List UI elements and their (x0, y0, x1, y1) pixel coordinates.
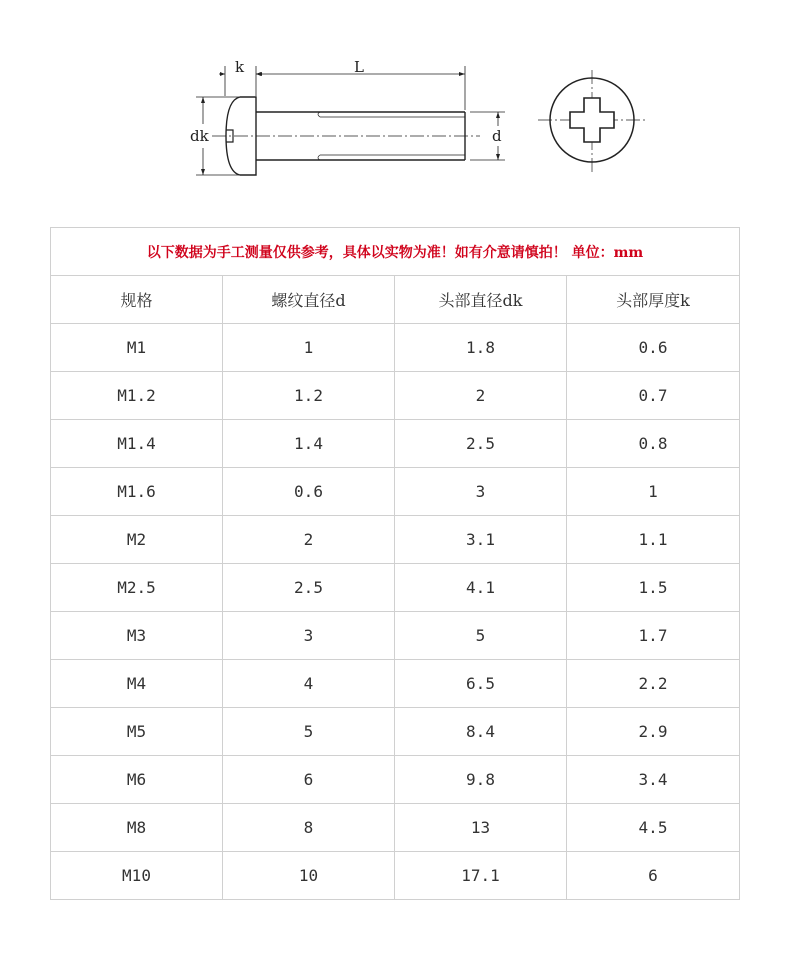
cell-spec: M1.2 (51, 372, 223, 420)
cell-spec: M6 (51, 756, 223, 804)
cell-k: 2.2 (567, 660, 740, 708)
cell-dk: 13 (395, 804, 567, 852)
cell-d: 6 (223, 756, 395, 804)
table-row (51, 468, 740, 516)
cell-d: 5 (223, 708, 395, 756)
cell-dk: 5 (395, 612, 567, 660)
cell-d: 1.2 (223, 372, 395, 420)
cell-dk: 17.1 (395, 852, 567, 900)
table-row (51, 708, 740, 756)
cell-spec: M2 (51, 516, 223, 564)
table-row (51, 612, 740, 660)
cell-spec: M10 (51, 852, 223, 900)
cell-d: 2 (223, 516, 395, 564)
phillips-cross-recess-icon (538, 70, 646, 172)
cell-dk: 2.5 (395, 420, 567, 468)
cell-dk: 9.8 (395, 756, 567, 804)
table-row (51, 756, 740, 804)
table-row (51, 564, 740, 612)
header-thread-diameter: 螺纹直径d (223, 276, 395, 324)
cell-dk: 2 (395, 372, 567, 420)
cell-dk: 3 (395, 468, 567, 516)
cell-spec: M4 (51, 660, 223, 708)
screw-spec-table (50, 227, 740, 900)
cell-spec: M3 (51, 612, 223, 660)
cell-k: 0.7 (567, 372, 740, 420)
table-row (51, 324, 740, 372)
cell-k: 1.5 (567, 564, 740, 612)
cell-spec: M5 (51, 708, 223, 756)
cell-d: 4 (223, 660, 395, 708)
cell-k: 1.1 (567, 516, 740, 564)
cell-k: 4.5 (567, 804, 740, 852)
notice-row (51, 228, 740, 276)
cell-k: 0.6 (567, 324, 740, 372)
table-row (51, 420, 740, 468)
header-row (51, 276, 740, 324)
cell-d: 10 (223, 852, 395, 900)
cell-dk: 1.8 (395, 324, 567, 372)
table-row (51, 372, 740, 420)
header-head-thickness: 头部厚度k (567, 276, 740, 324)
cell-dk: 3.1 (395, 516, 567, 564)
cell-d: 2.5 (223, 564, 395, 612)
cell-k: 6 (567, 852, 740, 900)
table-row (51, 660, 740, 708)
cell-dk: 6.5 (395, 660, 567, 708)
measurement-notice: 以下数据为手工测量仅供参考，具体以实物为准！如有介意请慎拍！ 单位：mm (51, 228, 740, 276)
cell-d: 3 (223, 612, 395, 660)
cell-k: 0.8 (567, 420, 740, 468)
screw-dimension-diagram (0, 0, 790, 200)
label-dk: dk (190, 127, 209, 145)
cell-d: 8 (223, 804, 395, 852)
cell-spec: M8 (51, 804, 223, 852)
header-head-diameter: 头部直径dk (395, 276, 567, 324)
screw-side-view (196, 66, 505, 175)
label-L: L (354, 58, 364, 76)
cell-d: 1 (223, 324, 395, 372)
cell-dk: 8.4 (395, 708, 567, 756)
cell-k: 1 (567, 468, 740, 516)
cell-k: 2.9 (567, 708, 740, 756)
cell-d: 1.4 (223, 420, 395, 468)
cell-spec: M1 (51, 324, 223, 372)
cell-d: 0.6 (223, 468, 395, 516)
cell-spec: M1.4 (51, 420, 223, 468)
table-row (51, 804, 740, 852)
cell-k: 1.7 (567, 612, 740, 660)
cell-dk: 4.1 (395, 564, 567, 612)
cell-k: 3.4 (567, 756, 740, 804)
table-row (51, 852, 740, 900)
label-k: k (235, 58, 245, 76)
cell-spec: M1.6 (51, 468, 223, 516)
label-d: d (492, 127, 502, 145)
table-row (51, 516, 740, 564)
header-spec: 规格 (51, 276, 223, 324)
cell-spec: M2.5 (51, 564, 223, 612)
